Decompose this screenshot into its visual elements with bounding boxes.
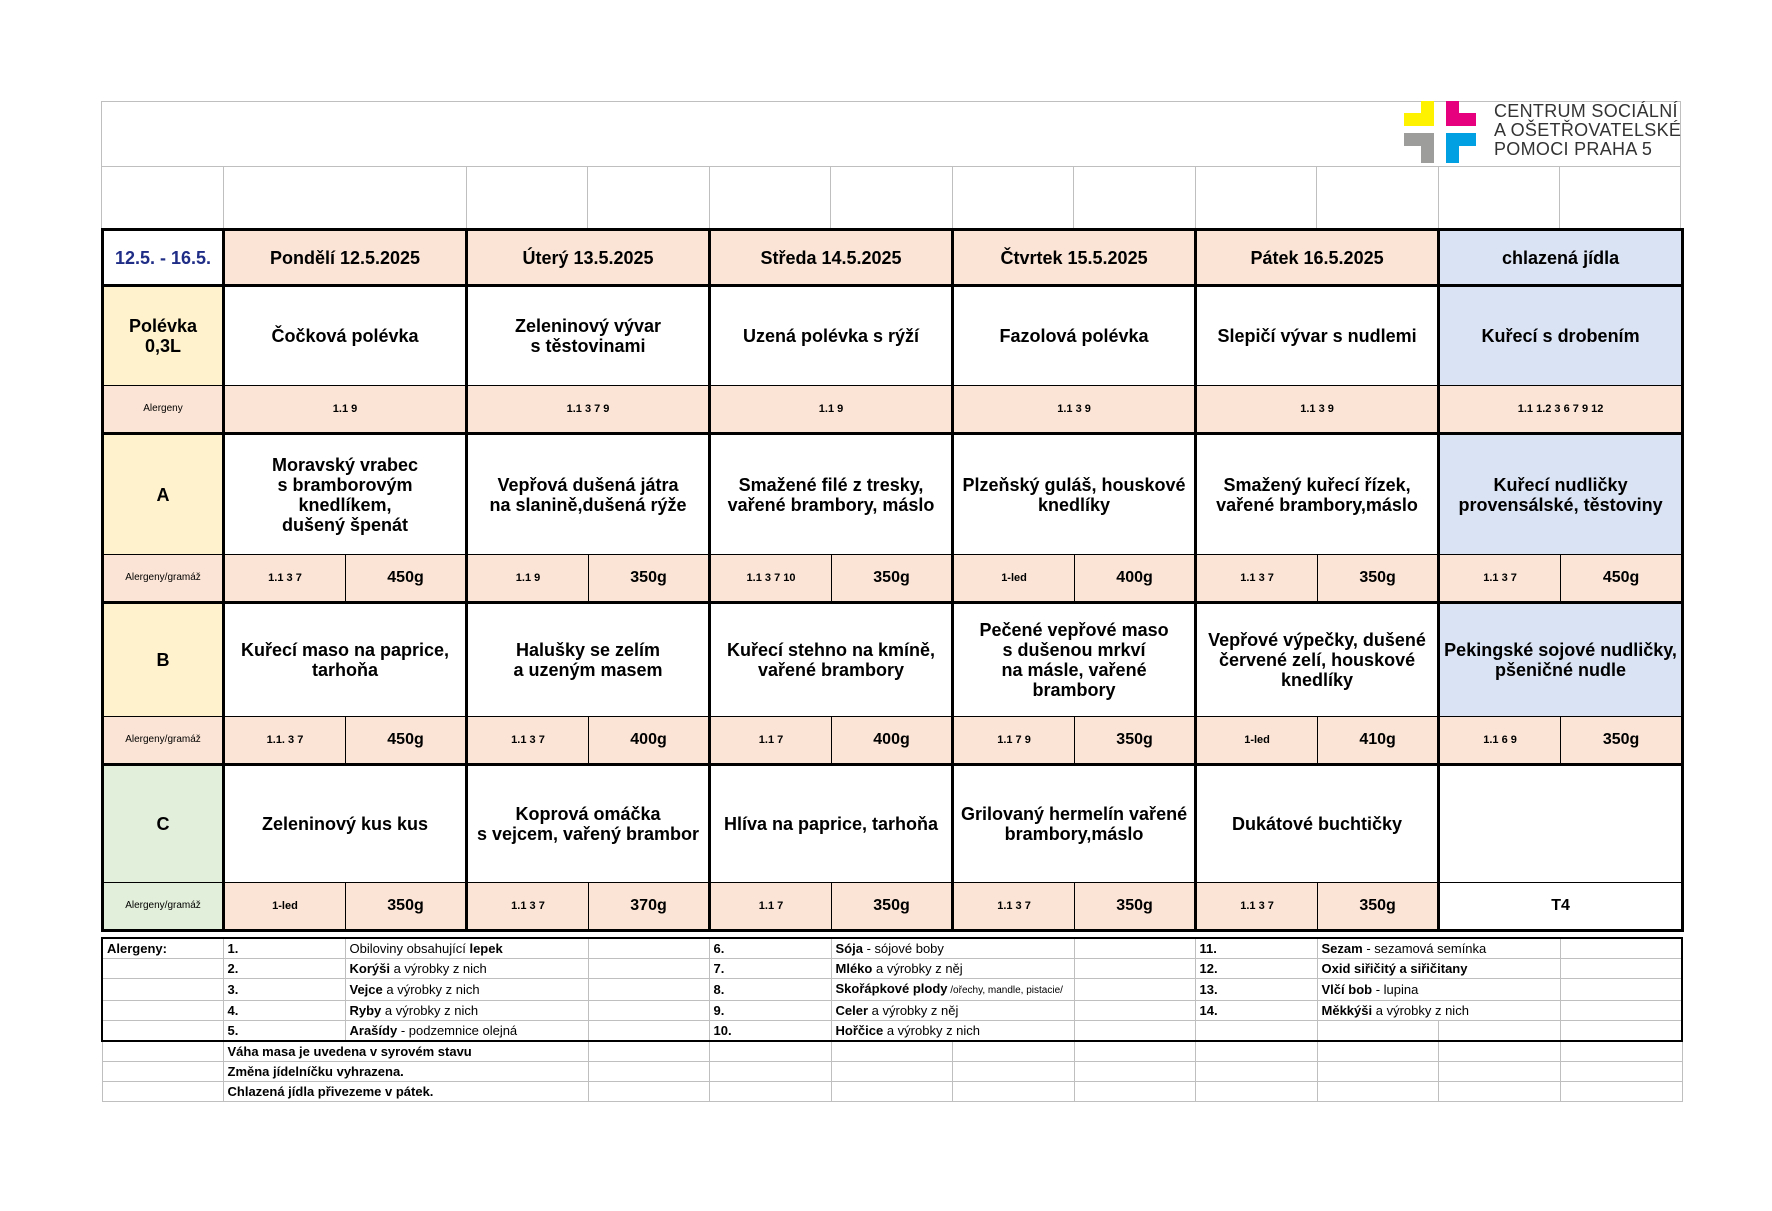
legend-num: 6.	[709, 938, 831, 959]
gram-value: 350g	[832, 555, 953, 603]
note-row	[102, 1041, 1682, 1062]
legend-plain: - sójové boby	[862, 941, 944, 956]
divider	[223, 166, 224, 228]
legend-bold: Mléko	[835, 961, 873, 976]
divider	[952, 166, 953, 228]
note-row	[102, 1082, 1682, 1102]
note-text: Váha masa je uvedena v syrovém stavu	[223, 1041, 588, 1062]
legend-bold: Oxid siřičitý a siřičitany	[1321, 961, 1468, 976]
soup-label	[103, 286, 224, 386]
allergen-codes: 1.1 3 7	[467, 717, 589, 765]
meal-item	[467, 434, 710, 555]
legend-plain: - lupina	[1372, 982, 1419, 997]
legend-plain: a výrobky z nich	[1372, 1003, 1469, 1018]
legend-num: 11.	[1195, 938, 1317, 959]
meal-item	[710, 434, 953, 555]
legend-row	[102, 979, 1682, 1001]
meal-row-c	[103, 765, 1683, 883]
legend-bold: Celer	[835, 1003, 869, 1018]
dish-line: Smažený kuřecí řízek,	[1223, 474, 1411, 495]
legend-bold: Sója	[835, 941, 863, 956]
gram-value: 410g	[1318, 717, 1439, 765]
chilled-header: chlazená jídla	[1439, 230, 1683, 286]
note-row	[102, 1062, 1682, 1082]
legend-bold: Ryby	[349, 1003, 382, 1018]
allergen-codes: 1.1 3 9	[1196, 386, 1439, 434]
divider	[1559, 166, 1560, 228]
legend-plain: /ořechy, mandle, pistacie/	[947, 985, 1063, 996]
dish-line: vařené brambory, máslo	[727, 494, 935, 515]
soup-item	[1439, 286, 1683, 386]
dish-line: Kuřecí nudličky	[1493, 474, 1628, 495]
legend-row	[102, 938, 1682, 959]
allergen-label: Alergeny/gramáž	[103, 717, 224, 765]
meal-item	[710, 603, 953, 717]
gram-value: 350g	[346, 883, 467, 931]
gram-value: 350g	[1318, 883, 1439, 931]
legend-text	[1317, 979, 1560, 1001]
legend-plain: - sezamová semínka	[1362, 941, 1487, 956]
logo-text	[1494, 102, 1681, 159]
dish-line: s těstovinami	[530, 336, 646, 356]
dish-line: Zeleninový kus kus	[261, 814, 429, 834]
dish-line: Koprová omáčka	[515, 804, 661, 824]
legend-bold: Korýši	[349, 961, 390, 976]
soup-row	[103, 286, 1683, 386]
meal-item	[953, 434, 1196, 555]
meal-item	[224, 434, 467, 555]
dish-line: Zeleninový vývar	[514, 316, 662, 336]
legend-text	[345, 959, 588, 979]
allergen-codes: 1.1 3 7	[953, 883, 1075, 931]
allergen-codes: 1.1 9	[467, 555, 589, 603]
legend-text	[1317, 938, 1560, 959]
dish-line: Smažené filé z tresky,	[738, 474, 924, 495]
meal-item	[1439, 603, 1683, 717]
legend-plain: Obiloviny obsahující	[349, 941, 470, 956]
dish-line: Uzená polévka s rýží	[742, 326, 920, 346]
legend-text	[831, 979, 1074, 1001]
allergen-codes: 1-led	[1196, 717, 1318, 765]
divider	[1073, 166, 1074, 228]
soup-item	[224, 286, 467, 386]
organization-logo	[1404, 101, 1682, 165]
meal-item	[224, 603, 467, 717]
legend-plain: a výrobky z nich	[883, 1023, 981, 1038]
note-text: Změna jídelníčku vyhrazena.	[223, 1062, 588, 1082]
dish-line: Plzeňský guláš, houskové	[962, 474, 1186, 495]
legend-bold: lepek	[469, 941, 503, 956]
soup-item	[953, 286, 1196, 386]
allergen-codes: 1.1 1.2 3 6 7 9 12	[1439, 386, 1683, 434]
meal-item	[710, 765, 953, 883]
soup-label-line: 0,3L	[144, 336, 182, 356]
divider	[102, 166, 1680, 167]
legend-text	[345, 938, 588, 959]
dish-line: Kuřecí s drobením	[1481, 326, 1640, 346]
legend-row	[102, 959, 1682, 979]
dish-line: s bramborovým knedlíkem,	[277, 474, 413, 515]
meal-row-b	[103, 603, 1683, 717]
legend-num: 4.	[223, 1001, 345, 1021]
allergen-codes: 1.1 3 7	[1196, 883, 1318, 931]
cross-logo-icon	[1404, 101, 1484, 165]
day-header: Pátek 16.5.2025	[1196, 230, 1439, 286]
legend-num: 14.	[1195, 1001, 1317, 1021]
dish-line: pšeničné nudle	[1495, 660, 1627, 680]
gram-value: 400g	[1075, 555, 1196, 603]
dish-line: na másle, vařené brambory	[1001, 660, 1147, 700]
legend-num: 10.	[709, 1021, 831, 1042]
legend-num: 7.	[709, 959, 831, 979]
allergen-codes: 1-led	[224, 883, 346, 931]
meal-b-allergen-row	[103, 717, 1683, 765]
legend-text	[831, 1001, 1074, 1021]
legend-num: 3.	[223, 979, 345, 1001]
soup-item	[1196, 286, 1439, 386]
legend-text	[345, 1021, 588, 1042]
dish-line: vařené brambory	[757, 660, 905, 680]
week-range: 12.5. - 16.5.	[103, 230, 224, 286]
legend-bold: Arašídy	[349, 1023, 398, 1038]
meal-label: A	[103, 434, 224, 555]
divider	[1195, 166, 1196, 228]
allergen-codes: 1.1 3 7	[1439, 555, 1561, 603]
logo-line: A OŠETŘOVATELSKÉ	[1494, 120, 1682, 140]
legend-num: 13.	[1195, 979, 1317, 1001]
dish-line: na slanině,dušená rýže	[489, 494, 687, 515]
meal-item-empty	[1439, 765, 1683, 883]
gram-value: 400g	[832, 717, 953, 765]
dish-line: vařené brambory,máslo	[1216, 494, 1418, 515]
gram-value: 350g	[832, 883, 953, 931]
day-header: Úterý 13.5.2025	[467, 230, 710, 286]
allergen-label: Alergeny/gramáž	[103, 883, 224, 931]
divider	[830, 166, 831, 228]
gram-value: 350g	[1318, 555, 1439, 603]
soup-item	[467, 286, 710, 386]
legend-plain: - podzemnice olejná	[397, 1023, 518, 1038]
dish-line: červené zelí, houskové	[1219, 650, 1416, 670]
logo-line: CENTRUM SOCIÁLNÍ	[1494, 101, 1678, 121]
dish-line: Slepičí vývar s nudlemi	[1217, 326, 1417, 346]
legend-num: 1.	[223, 938, 345, 959]
meal-item	[953, 603, 1196, 717]
allergen-label: Alergeny	[103, 386, 224, 434]
dish-line: Moravský vrabec	[271, 454, 419, 475]
logo-line: POMOCI PRAHA 5	[1494, 139, 1653, 159]
legend-plain: a výrobky z nich	[382, 982, 480, 997]
legend-text	[345, 979, 588, 1001]
day-header: Středa 14.5.2025	[710, 230, 953, 286]
legend-num: 8.	[709, 979, 831, 1001]
allergen-codes: 1.1 3 7 10	[710, 555, 832, 603]
divider	[1438, 166, 1439, 228]
gram-value: 450g	[1561, 555, 1683, 603]
legend-text	[1317, 959, 1560, 979]
dish-line: knedlíky	[1281, 670, 1354, 690]
allergen-legend	[101, 937, 1683, 1102]
dish-line: Fazolová polévka	[999, 326, 1149, 346]
dish-line: Pečené vepřové maso	[979, 620, 1169, 640]
gram-value: 350g	[1561, 717, 1683, 765]
dish-line: Kuřecí maso na paprice,	[240, 640, 450, 660]
meal-label: B	[103, 603, 224, 717]
dish-line: Hlíva na paprice, tarhoňa	[723, 814, 939, 834]
meal-item	[467, 765, 710, 883]
legend-text	[345, 1001, 588, 1021]
meal-item	[1196, 765, 1439, 883]
gram-value: 370g	[589, 883, 710, 931]
gram-value: 350g	[589, 555, 710, 603]
legend-bold: Měkkýši	[1321, 1003, 1373, 1018]
allergen-codes: 1.1 3 7	[467, 883, 589, 931]
dish-line: Čočková polévka	[271, 326, 419, 346]
legend-text	[831, 938, 1074, 959]
legend-bold: Vlčí bob	[1321, 982, 1373, 997]
legend-plain: a výrobky z něj	[868, 1003, 959, 1018]
meal-item	[1439, 434, 1683, 555]
dish-line: Dukátové buchtičky	[1232, 814, 1403, 834]
legend-bold: Hořčice	[835, 1023, 884, 1038]
soup-item	[710, 286, 953, 386]
legend-bold: Sezam	[1321, 941, 1363, 956]
divider	[709, 166, 710, 228]
diet-code: T4	[1439, 883, 1683, 931]
dish-line: s dušenou mrkví	[1002, 640, 1146, 660]
dish-line: provensálské, těstoviny	[1458, 494, 1663, 515]
dish-line: Vepřová dušená játra	[497, 474, 679, 495]
legend-plain: a výrobky z nich	[381, 1003, 479, 1018]
legend-bold: Skořápkové plody	[835, 981, 948, 996]
allergen-codes: 1.1 3 7 9	[467, 386, 710, 434]
gram-value: 350g	[1075, 717, 1196, 765]
allergen-codes: 1.1 9	[224, 386, 467, 434]
day-header: Pondělí 12.5.2025	[224, 230, 467, 286]
weekly-menu-table	[101, 228, 1684, 932]
legend-num: 12.	[1195, 959, 1317, 979]
divider	[587, 166, 588, 228]
meal-c-allergen-row	[103, 883, 1683, 931]
legend-plain: a výrobky z něj	[872, 961, 963, 976]
day-header: Čtvrtek 15.5.2025	[953, 230, 1196, 286]
divider	[1316, 166, 1317, 228]
allergen-codes: 1.1 7	[710, 883, 832, 931]
meal-item	[953, 765, 1196, 883]
soup-label-line: Polévka	[128, 316, 198, 336]
dish-line: Vepřové výpečky, dušené	[1208, 630, 1426, 650]
dish-line: dušený špenát	[281, 514, 409, 535]
dish-line: brambory,máslo	[1004, 824, 1144, 844]
meal-item	[1196, 434, 1439, 555]
allergen-codes: 1.1 6 9	[1439, 717, 1561, 765]
allergen-codes: 1.1. 3 7	[224, 717, 346, 765]
gram-value: 450g	[346, 555, 467, 603]
legend-num: 9.	[709, 1001, 831, 1021]
allergen-label: Alergeny/gramáž	[103, 555, 224, 603]
meal-item	[467, 603, 710, 717]
allergen-codes: 1.1 3 9	[953, 386, 1196, 434]
meal-item	[224, 765, 467, 883]
legend-row	[102, 1021, 1682, 1042]
legend-num: 5.	[223, 1021, 345, 1042]
allergen-codes: 1-led	[953, 555, 1075, 603]
meal-a-allergen-row	[103, 555, 1683, 603]
dish-line: tarhoňa	[311, 660, 378, 680]
allergen-codes: 1.1 7	[710, 717, 832, 765]
legend-plain: a výrobky z nich	[389, 961, 487, 976]
dish-line: a uzeným masem	[513, 660, 663, 680]
legend-text	[831, 1021, 1074, 1042]
allergen-codes: 1.1 3 7	[1196, 555, 1318, 603]
dish-line: Kuřecí stehno na kmíně,	[726, 640, 936, 660]
legend-bold: Vejce	[349, 982, 383, 997]
gram-value: 450g	[346, 717, 467, 765]
gram-value: 350g	[1075, 883, 1196, 931]
allergen-codes: 1.1 3 7	[224, 555, 346, 603]
soup-allergen-row	[103, 386, 1683, 434]
divider	[466, 166, 467, 228]
dish-line: s vejcem, vařený brambor	[476, 824, 700, 844]
dish-line: Pekingské sojové nudličky,	[1444, 640, 1677, 660]
gram-value: 400g	[589, 717, 710, 765]
legend-num: 2.	[223, 959, 345, 979]
allergen-codes: 1.1 9	[710, 386, 953, 434]
dish-line: Halušky se zelím	[515, 640, 661, 660]
legend-title: Alergeny:	[102, 938, 223, 959]
meal-row-a	[103, 434, 1683, 555]
days-header-row	[103, 230, 1683, 286]
legend-text	[831, 959, 1074, 979]
meal-item	[1196, 603, 1439, 717]
allergen-codes: 1.1 7 9	[953, 717, 1075, 765]
meal-label: C	[103, 765, 224, 883]
dish-line: Grilovaný hermelín vařené	[960, 804, 1188, 824]
legend-row	[102, 1001, 1682, 1021]
dish-line: knedlíky	[1038, 494, 1111, 515]
legend-text	[1317, 1001, 1560, 1021]
note-text: Chlazená jídla přivezeme v pátek.	[223, 1082, 588, 1102]
